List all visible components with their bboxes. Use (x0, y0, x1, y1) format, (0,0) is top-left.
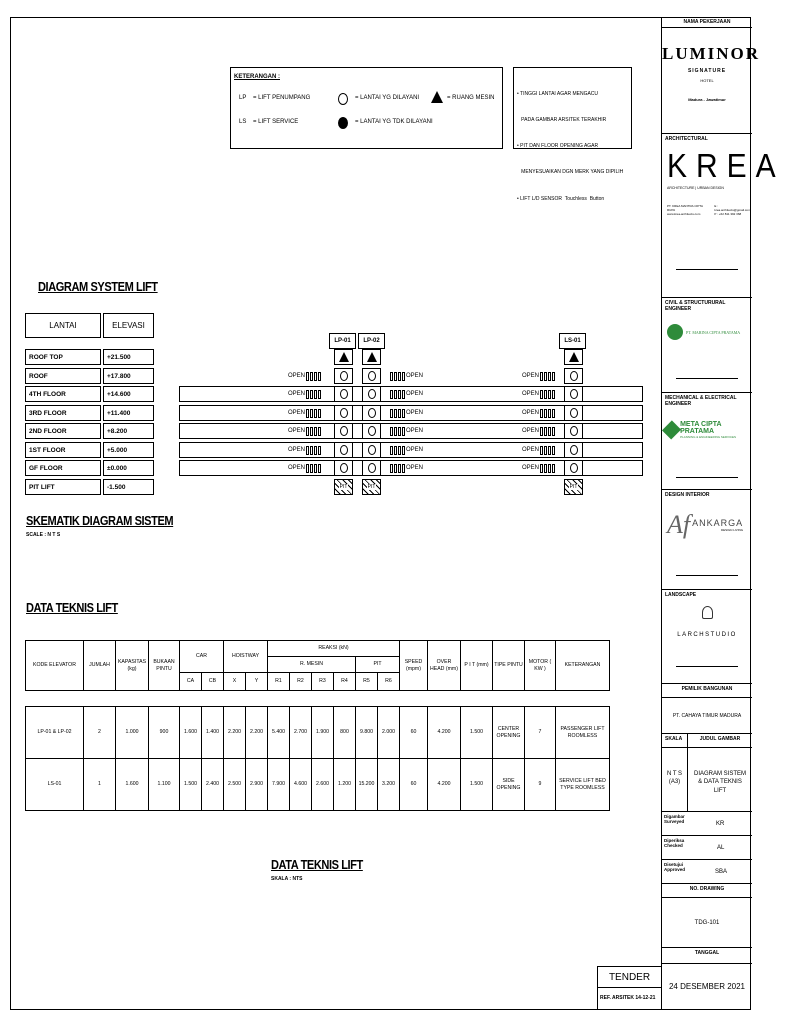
cell-kapasitas: 1.000 (116, 707, 149, 759)
skala-size: (A3) (668, 779, 681, 786)
tb-landscape (662, 590, 752, 684)
th-pit: P I T (mm) (461, 641, 493, 691)
served-floor-icon (368, 426, 376, 436)
cell-bukaan: 900 (149, 707, 180, 759)
tb-mep (662, 393, 752, 490)
served-floor-icon (340, 426, 348, 436)
tb-interior (662, 490, 752, 590)
th-r-mesin: R. MESIN (268, 657, 356, 673)
project-sub: SIGNATURE (687, 68, 727, 74)
door-open-mark (288, 460, 321, 476)
door-open-mark (522, 405, 555, 421)
shaft-stop (334, 423, 353, 439)
open-label: OPEN (406, 373, 424, 379)
served-floor-icon (340, 445, 348, 455)
served-floor-icon (340, 371, 348, 381)
served-floor-icon (570, 389, 578, 399)
served-floor-icon (368, 371, 376, 381)
signature-line (676, 378, 738, 379)
th-r1: R1 (268, 673, 290, 691)
table-spacer (26, 691, 610, 707)
cell-kode: LS-01 (26, 759, 84, 811)
cell-speed: 60 (400, 707, 428, 759)
open-label: OPEN (288, 391, 306, 397)
shaft-stop (362, 386, 381, 402)
th-reaksi: REAKSI (kN) (268, 641, 400, 657)
legend-machine: = RUANG MESIN (447, 95, 495, 101)
luminor-logo: LUMINOR (662, 44, 761, 63)
served-floor-icon (338, 93, 348, 105)
diperiksa: Diperiksa (664, 838, 685, 843)
door-icon (390, 464, 405, 473)
meta-logo-icon (662, 420, 681, 439)
krea-logo: KREA (667, 148, 785, 185)
shaft-stop (362, 460, 381, 476)
digambar: Digambar (664, 814, 685, 819)
door-open-mark (390, 460, 423, 476)
interior-company: ANKARGA (692, 518, 744, 528)
served-floor-icon (368, 463, 376, 473)
open-label: OPEN (288, 428, 306, 434)
legend-lp-code: LP (239, 95, 247, 101)
cell-tipe: CENTER OPENING (493, 707, 525, 759)
cell-x: 2.200 (224, 707, 246, 759)
cell-speed: 60 (400, 759, 428, 811)
shaft-stop (362, 368, 381, 384)
open-label: OPEN (522, 447, 540, 453)
cell-r1: 7.900 (268, 759, 290, 811)
civil-label: CIVIL & STRUCTURURAL ENGINEER (665, 300, 726, 312)
machine-room-icon (569, 352, 579, 362)
th-speed: SPEED (mpm) (400, 641, 428, 691)
door-icon (306, 409, 321, 418)
landscape-label: LANDSCAPE (665, 592, 697, 598)
cell-r4: 800 (334, 707, 356, 759)
cell-overhead: 4.200 (428, 759, 461, 811)
th-kode: KODE ELEVATOR (26, 641, 84, 691)
shaft-stop (334, 442, 353, 458)
cell-r1: 5.400 (268, 707, 290, 759)
shaft-stop (564, 368, 583, 384)
door-open-mark (390, 405, 423, 421)
served-floor-icon (368, 389, 376, 399)
cell-r5: 15.200 (356, 759, 378, 811)
door-icon (306, 464, 321, 473)
shaft-stop (334, 405, 353, 421)
cell-r5: 9.800 (356, 707, 378, 759)
signature-line (676, 666, 738, 667)
cell-x: 2.500 (224, 759, 246, 811)
tanggal-label: TANGGAL (662, 948, 752, 964)
door-icon (306, 372, 321, 381)
open-label: OPEN (288, 465, 306, 471)
cell-overhead: 4.200 (428, 707, 461, 759)
door-icon (540, 372, 555, 381)
skala-cell (662, 748, 688, 811)
door-icon (540, 446, 555, 455)
door-open-mark (390, 442, 423, 458)
legend-title: KETERANGAN : (234, 74, 280, 80)
legend-not-served: = LANTAI YG TDK DILAYANI (355, 119, 433, 125)
door-icon (390, 409, 405, 418)
shaft-machine-room (564, 349, 583, 365)
shaft-pit (564, 479, 583, 495)
cell-cb: 2.400 (202, 759, 224, 811)
shaft-stop (362, 442, 381, 458)
floor-elevation: +17.800 (103, 368, 154, 384)
civil-company: PT. MARINA CIPTA PRATAMA (686, 329, 741, 335)
floor-name: 2ND FLOOR (25, 423, 101, 439)
cell-y: 2.900 (246, 759, 268, 811)
diperiksa-en: Checked (664, 843, 683, 849)
note-line: PADA GAMBAR ARSITEK TERAKHIR (517, 116, 607, 123)
open-label: OPEN (406, 428, 424, 434)
mep-label: MECHANICAL & ELECTRICAL ENGINEER (665, 395, 737, 407)
door-open-mark (288, 368, 321, 384)
diagram-title: DIAGRAM SYSTEM LIFT (38, 279, 158, 294)
open-label: OPEN (406, 391, 424, 397)
digambar-label (664, 814, 685, 825)
mep-sub: PLANNING & ENGINEERING SERVICES (680, 435, 737, 439)
cell-pit: 1.500 (461, 759, 493, 811)
diperiksa-label (664, 838, 684, 849)
cell-jumlah: 2 (84, 707, 116, 759)
cell-r4: 1.200 (334, 759, 356, 811)
shaft-stop (564, 386, 583, 402)
th-r4: R4 (334, 673, 356, 691)
project-city: Madura - Jawatimur (688, 97, 726, 102)
door-icon (540, 464, 555, 473)
th-bukaan: BUKAAN PINTU (149, 641, 180, 691)
disetujui-label (664, 862, 685, 873)
notes-list (517, 72, 623, 221)
th-kapasitas: KAPASITAS (kg) (116, 641, 149, 691)
lift-label-ls01: LS-01 (559, 333, 586, 349)
cell-motor: 7 (525, 707, 556, 759)
floor-elevation: +11.400 (103, 405, 154, 421)
door-icon (306, 390, 321, 399)
cell-kode: LP-01 & LP-02 (26, 707, 84, 759)
arch-company: PT. KREA MANTRA CIPTA RUPA (667, 204, 703, 212)
owner: PT. CAHAYA TIMUR MADURA (662, 698, 752, 734)
tb-project (662, 17, 761, 134)
floor-name: 4TH FLOOR (25, 386, 101, 402)
open-label: OPEN (288, 410, 306, 416)
served-floor-icon (570, 463, 578, 473)
open-label: OPEN (522, 428, 540, 434)
th-motor: MOTOR ( KW ) (525, 641, 556, 691)
door-icon (540, 390, 555, 399)
floor-name: ROOF TOP (25, 349, 101, 365)
tb-skala-header (662, 734, 752, 748)
shaft-stop (564, 460, 583, 476)
floor-elevation: +5.000 (103, 442, 154, 458)
served-floor-icon (340, 408, 348, 418)
tb-skala (662, 748, 752, 812)
door-open-mark (390, 368, 423, 384)
cell-r3: 1.900 (312, 707, 334, 759)
served-floor-icon (368, 408, 376, 418)
door-icon (540, 427, 555, 436)
served-floor-icon (340, 389, 348, 399)
th-r2: R2 (290, 673, 312, 691)
open-label: OPEN (522, 373, 540, 379)
door-icon (390, 446, 405, 455)
architectural-label: ARCHITECTURAL (665, 136, 708, 142)
door-open-mark (390, 423, 423, 439)
skematik-scale: SCALE : N T S (26, 532, 61, 538)
lift-label-lp01: LP-01 (329, 333, 356, 349)
lift-label-lp02: LP-02 (358, 333, 385, 349)
th-r3: R3 (312, 673, 334, 691)
notes-box (513, 67, 632, 202)
cell-r6: 3.200 (378, 759, 400, 811)
pit-label: PIT (367, 484, 376, 490)
open-label: OPEN (522, 465, 540, 471)
interior-logo (662, 510, 752, 540)
landscape-company: LARCHSTUDIO (677, 632, 737, 638)
legend-ls-desc: = LIFT SERVICE (253, 119, 299, 125)
door-open-mark (288, 386, 321, 402)
tender-label: TENDER (598, 967, 661, 988)
th-r5: R5 (356, 673, 378, 691)
door-icon (390, 372, 405, 381)
served-floor-icon (570, 426, 578, 436)
no-drawing: TDG-101 (662, 898, 752, 948)
shaft-stop (334, 460, 353, 476)
pit-label: PIT (339, 484, 348, 490)
floor-name: PIT LIFT (25, 479, 101, 495)
cell-bukaan: 1.100 (149, 759, 180, 811)
shaft-stop (564, 442, 583, 458)
shaft-stop (334, 386, 353, 402)
cell-y: 2.200 (246, 707, 268, 759)
th-r6: R6 (378, 673, 400, 691)
open-label: OPEN (288, 447, 306, 453)
shaft-pit (362, 479, 381, 495)
open-label: OPEN (522, 410, 540, 416)
cell-keterangan: SERVICE LIFT BED TYPE ROOMLESS (556, 759, 610, 811)
shaft-stop (564, 405, 583, 421)
door-icon (306, 446, 321, 455)
signature-line (676, 477, 738, 478)
served-floor-icon (570, 408, 578, 418)
tb-disetujui (662, 860, 752, 884)
shaft-stop (362, 405, 381, 421)
floor-elevation: -1.500 (103, 479, 154, 495)
col-lantai: LANTAI (25, 313, 101, 338)
served-floor-icon (570, 371, 578, 381)
owner-label: PEMILIK BANGUNAN (662, 684, 752, 698)
cell-tipe: SIDE OPENING (493, 759, 525, 811)
mep-logo (662, 421, 752, 439)
floor-elevation: +21.500 (103, 349, 154, 365)
open-label: OPEN (288, 373, 306, 379)
note-line: • TINGGI LANTAI AGAR MENGACU (517, 90, 599, 97)
title-block (661, 17, 785, 1010)
judul-gambar: DIAGRAM SISTEM & DATA TEKNIS LIFT (693, 771, 746, 794)
shaft-pit (334, 479, 353, 495)
served-floor-icon (368, 445, 376, 455)
data-teknis-title: DATA TEKNIS LIFT (26, 600, 118, 615)
cell-pit: 1.500 (461, 707, 493, 759)
table-row (26, 759, 610, 811)
th-tipe-pintu: TIPE PINTU (493, 641, 525, 691)
door-open-mark (522, 368, 555, 384)
larch-logo-icon (662, 606, 752, 624)
cell-r3: 2.600 (312, 759, 334, 811)
cell-jumlah: 1 (84, 759, 116, 811)
th-jumlah: JUMLAH (84, 641, 116, 691)
interior-sub: DESIGN LIVING (720, 528, 744, 532)
disetujui: Disetujui (664, 862, 684, 867)
door-icon (306, 427, 321, 436)
door-open-mark (288, 405, 321, 421)
mep-company: META CIPTA PRATAMA (680, 421, 722, 435)
col-elevasi: ELEVASI (103, 313, 154, 338)
floor-name: 1ST FLOOR (25, 442, 101, 458)
cell-ca: 1.600 (180, 707, 202, 759)
served-floor-icon (340, 463, 348, 473)
cell-r2: 4.600 (290, 759, 312, 811)
tb-digambar (662, 812, 752, 836)
cell-ca: 1.500 (180, 759, 202, 811)
th-y: Y (246, 673, 268, 691)
legend-box (230, 67, 503, 149)
door-icon (390, 390, 405, 399)
digambar-value: KR (716, 821, 725, 827)
judul-label: JUDUL GAMBAR (699, 736, 741, 742)
project-hotel: HOTEL (700, 78, 714, 83)
door-open-mark (288, 442, 321, 458)
nama-pekerjaan-label: NAMA PEKERJAAN (662, 17, 752, 28)
arch-phone: P : +62 811 392 368 (714, 212, 742, 216)
open-label: OPEN (522, 391, 540, 397)
th-car: CAR (180, 641, 224, 673)
legend-ls-code: LS (239, 119, 247, 125)
open-label: OPEN (406, 465, 424, 471)
digambar-en: Surveyed (664, 819, 685, 825)
disetujui-en: Approved (664, 867, 686, 873)
open-label: OPEN (406, 410, 424, 416)
cell-kapasitas: 1.600 (116, 759, 149, 811)
machine-room-icon (339, 352, 349, 362)
data-teknis-bottom-title: DATA TEKNIS LIFT (271, 857, 363, 872)
machine-room-icon (367, 352, 377, 362)
shaft-stop (334, 368, 353, 384)
door-open-mark (390, 386, 423, 402)
arch-web: www.krea-architects.com (667, 212, 701, 216)
shaft-stop (564, 423, 583, 439)
open-label: OPEN (406, 447, 424, 453)
signature-line (676, 575, 738, 576)
pit-label: PIT (569, 484, 578, 490)
arch-contact (662, 204, 752, 216)
tb-diperiksa (662, 836, 752, 860)
th-x: X (224, 673, 246, 691)
marina-logo-icon (667, 324, 683, 340)
legend-served: = LANTAI YG DILAYANI (355, 95, 420, 101)
door-icon (540, 409, 555, 418)
floor-elevation: +14.600 (103, 386, 154, 402)
floor-name: GF FLOOR (25, 460, 101, 476)
disetujui-value: SBA (715, 869, 728, 875)
tb-architect (662, 134, 785, 298)
interior-label: DESIGN INTERIOR (665, 492, 710, 498)
floor-elevation: ±0.000 (103, 460, 154, 476)
no-drawing-label: NO. DRAWING (662, 884, 752, 898)
floor-elevation: +8.200 (103, 423, 154, 439)
note-line: • PIT DAN FLOOR OPENING AGAR (517, 143, 599, 149)
skala-label: SKALA (662, 734, 688, 747)
legend-lp-desc: = LIFT PENUMPANG (253, 95, 311, 101)
cell-motor: 9 (525, 759, 556, 811)
cell-cb: 1.400 (202, 707, 224, 759)
th-reaksi-pit: PIT (356, 657, 400, 673)
shaft-stop (362, 423, 381, 439)
door-open-mark (288, 423, 321, 439)
shaft-machine-room (362, 349, 381, 365)
th-hoistway: HOISTWAY (224, 641, 268, 673)
door-open-mark (522, 423, 555, 439)
tanggal: 24 DESEMBER 2021 (668, 982, 746, 991)
th-cb: CB (202, 673, 224, 691)
not-served-floor-icon (338, 117, 348, 129)
diperiksa-value: AL (717, 845, 725, 851)
data-teknis-bottom-scale: SKALA : NTS (271, 876, 303, 882)
machine-room-icon (431, 91, 443, 103)
ankarga-mark-icon: Af (667, 510, 691, 539)
arch-sub: ARCHITECTURE | URBAN DESIGN (667, 186, 724, 190)
floor-name: 3RD FLOOR (25, 405, 101, 421)
served-floor-icon (570, 445, 578, 455)
door-open-mark (522, 386, 555, 402)
note-line: • LIFT L/D SENSOR Touchless Button (517, 195, 605, 202)
tender-box (597, 966, 661, 1010)
note-line: MENYESUAIKAN DGN MERK YANG DIPILIH (517, 169, 624, 176)
arch-email: E : krea.architects@gmail.com (714, 204, 751, 212)
floor-name: ROOF (25, 368, 101, 384)
table-row (26, 707, 610, 759)
door-open-mark (522, 460, 555, 476)
cell-keterangan: PASSENGER LIFT ROOMLESS (556, 707, 610, 759)
th-ca: CA (180, 673, 202, 691)
civil-logo (662, 324, 752, 340)
cell-r2: 2.700 (290, 707, 312, 759)
ref-arsitek: REF. ARSITEK 14-12-21 (600, 995, 656, 1001)
skematik-title: SKEMATIK DIAGRAM SISTEM (26, 513, 174, 528)
signature-line (676, 269, 738, 270)
tb-civil (662, 298, 752, 393)
th-keterangan: KETERANGAN (556, 641, 610, 691)
shaft-machine-room (334, 349, 353, 365)
door-open-mark (522, 442, 555, 458)
door-icon (390, 427, 405, 436)
data-teknis-table (25, 640, 610, 811)
cell-r6: 2.000 (378, 707, 400, 759)
skala-value: N T S (666, 771, 683, 777)
th-overhead: OVER HEAD (mm) (428, 641, 461, 691)
